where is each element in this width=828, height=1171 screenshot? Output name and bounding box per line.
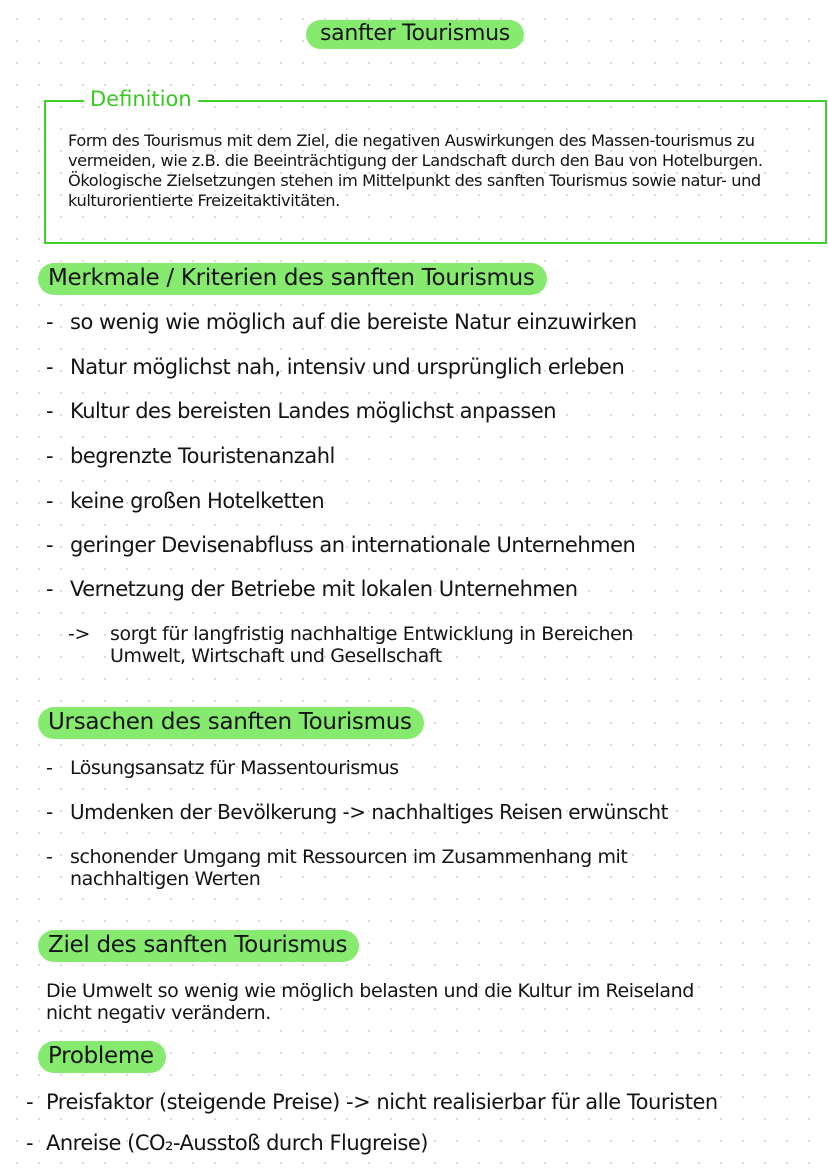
ziel-text-line-2: nicht negativ verändern.	[46, 1002, 271, 1024]
definition-label: Definition	[84, 87, 198, 111]
definition-text: Form des Tourismus mit dem Ziel, die negativen Auswirkungen des Massen-tourismus zu vermeiden, wie z.B. die Beeinträchtigung der Landschaft durch den Bau von Hotelburgen. Ökologische Zielsetzungen stehen im Mittelpunkt des sanften Tourismus sowie natur- und kulturorientierte Freizeitaktivitäten.	[68, 131, 763, 210]
list-item: - Anreise (CO₂-Ausstoß durch Flugreise)	[26, 1131, 428, 1155]
list-item: - Lösungsansatz für Massentourismus	[46, 757, 399, 779]
list-item: - begrenzte Touristenanzahl	[46, 444, 335, 468]
list-item-text: Kultur des bereisten Landes möglichst anpassen	[70, 399, 557, 423]
list-item-text: begrenzte Touristenanzahl	[70, 444, 335, 468]
list-item-continuation: nachhaltigen Werten	[70, 868, 261, 890]
list-item: - Preisfaktor (steigende Preise) -> nicht realisierbar für alle Touristen	[26, 1090, 718, 1114]
list-item-text: geringer Devisenabfluss an internationale Unternehmen	[70, 533, 636, 557]
list-item-text: Preisfaktor (steigende Preise) -> nicht realisierbar für alle Touristen	[46, 1090, 718, 1114]
list-item-text: Umdenken der Bevölkerung -> nachhaltiges Reisen erwünscht	[70, 800, 668, 824]
consequence-line-2: Umwelt, Wirtschaft und Gesellschaft	[110, 645, 442, 667]
list-item: - schonender Umgang mit Ressourcen im Zusammenhang mit	[46, 846, 628, 868]
page-title: sanfter Tourismus	[306, 20, 524, 49]
list-item-text: Lösungsansatz für Massentourismus	[70, 757, 399, 779]
ziel-heading: Ziel des sanften Tourismus	[38, 930, 359, 962]
list-item-text: Anreise (CO₂-Ausstoß durch Flugreise)	[46, 1131, 428, 1155]
list-item: - keine großen Hotelketten	[46, 489, 325, 513]
list-item: - Kultur des bereisten Landes möglichst anpassen	[46, 399, 557, 423]
list-item: - Vernetzung der Betriebe mit lokalen Unternehmen	[46, 577, 578, 601]
list-item-text: keine großen Hotelketten	[70, 489, 325, 513]
arrow-icon: ->	[68, 623, 90, 645]
list-item-text: so wenig wie möglich auf die bereiste Natur einzuwirken	[70, 310, 637, 334]
probleme-heading: Probleme	[38, 1041, 166, 1073]
list-item-text: Vernetzung der Betriebe mit lokalen Unternehmen	[70, 577, 578, 601]
merkmale-heading: Merkmale / Kriterien des sanften Tourismus	[38, 263, 547, 295]
list-item: - so wenig wie möglich auf die bereiste Natur einzuwirken	[46, 310, 637, 334]
list-item: - Umdenken der Bevölkerung -> nachhaltiges Reisen erwünscht	[46, 800, 668, 824]
list-item: - Natur möglichst nah, intensiv und ursprünglich erleben	[46, 355, 625, 379]
list-item-text: schonender Umgang mit Ressourcen im Zusammenhang mit	[70, 846, 628, 868]
list-item-text: Natur möglichst nah, intensiv und ursprünglich erleben	[70, 355, 625, 379]
ziel-text-line-1: Die Umwelt so wenig wie möglich belasten und die Kultur im Reiseland	[46, 980, 694, 1002]
consequence-line-1: sorgt für langfristig nachhaltige Entwicklung in Bereichen	[110, 623, 634, 645]
ursachen-heading: Ursachen des sanften Tourismus	[38, 707, 424, 739]
list-item: - geringer Devisenabfluss an internationale Unternehmen	[46, 533, 636, 557]
